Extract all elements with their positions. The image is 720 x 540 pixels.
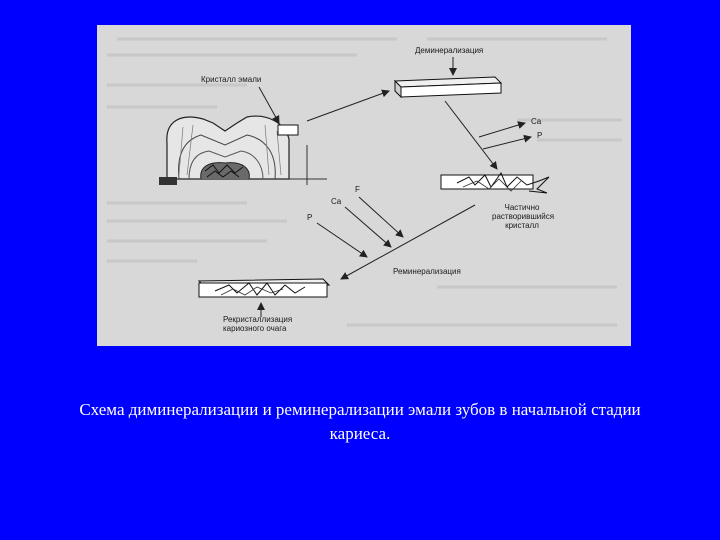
background-texture [107, 39, 622, 325]
arrow-ca-in [345, 207, 391, 247]
arrow-p-out [483, 137, 531, 149]
arrow-f-in [359, 197, 403, 237]
label-ca-out: Ca [531, 117, 542, 126]
recrystallized-crystal [199, 279, 329, 297]
arrow-ca-out [479, 123, 525, 137]
label-enamel-crystal: Кристалл эмали [201, 75, 262, 84]
label-p-out: P [537, 131, 543, 140]
arrow-p-in [317, 223, 367, 257]
label-ca-in: Ca [331, 197, 342, 206]
label-demineralization: Деминерализация [415, 46, 484, 55]
diagram-figure [97, 25, 631, 346]
diagram-canvas [97, 25, 631, 346]
partially-dissolved-crystal [441, 173, 549, 193]
enamel-crystal-marker [278, 125, 298, 135]
label-p-in: P [307, 213, 313, 222]
intact-crystal-bar [395, 77, 501, 97]
tooth-illustration [159, 116, 327, 185]
arrow-tooth-to-crystal [307, 91, 389, 121]
label-recrystallization: Рекристаллизация кариозного очага [223, 315, 293, 333]
label-partially-dissolved: Частично растворившийся кристалл [492, 203, 555, 230]
arrow-to-dissolved [445, 101, 497, 169]
figure-caption: Схема диминерализации и реминерализации эмали зубов в начальной стадии кариеса. [79, 400, 641, 443]
label-remineralization: Реминерализация [393, 267, 461, 276]
label-f-in: F [355, 185, 360, 194]
